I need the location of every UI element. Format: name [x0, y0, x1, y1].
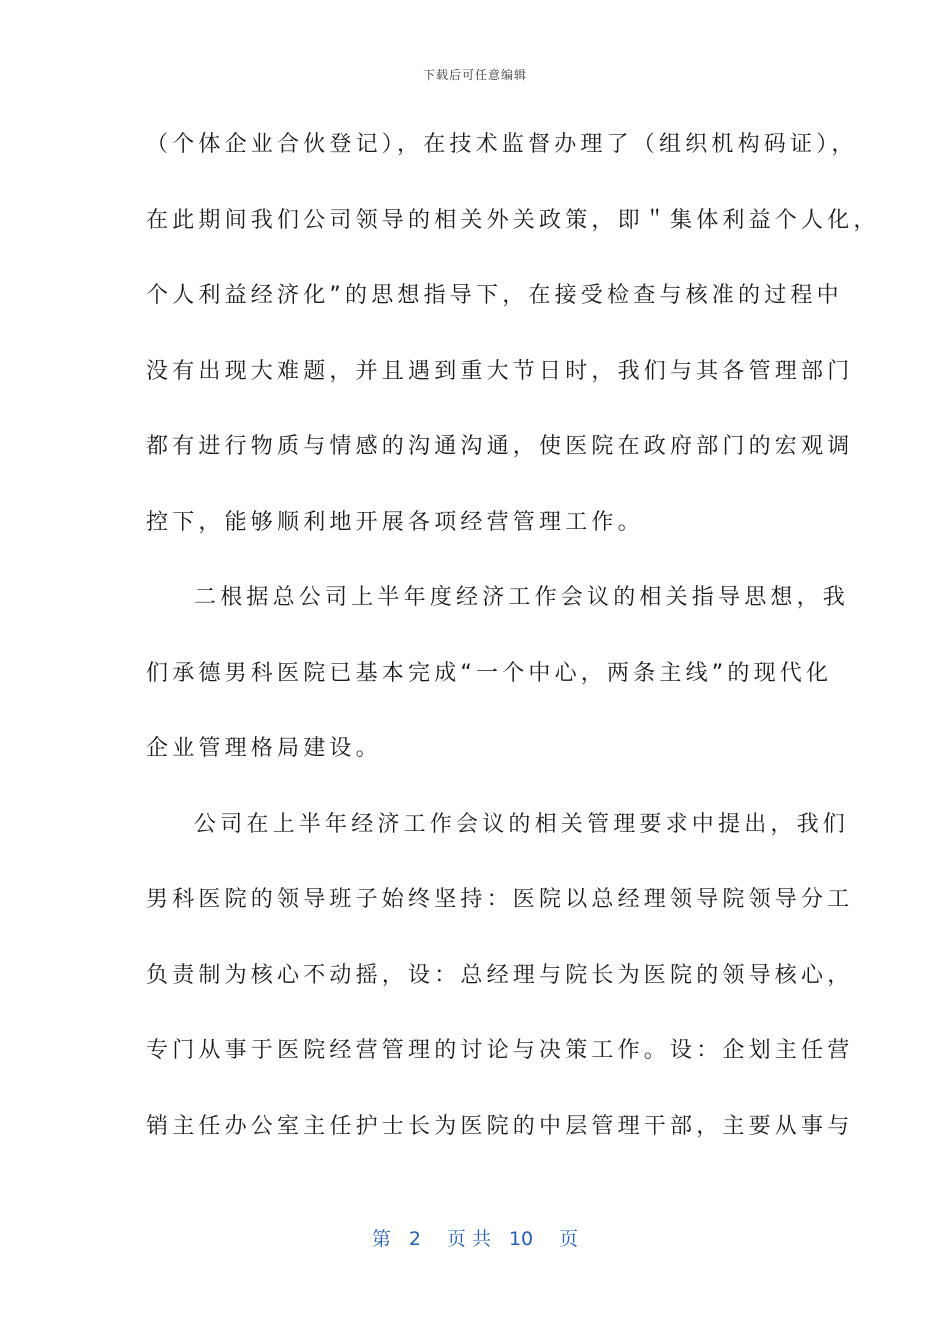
paragraph-start-line: 公司在上半年经济工作会议的相关管理要求中提出，我们	[194, 811, 850, 837]
body-line: 负责制为核心不动摇，设：总经理与院长为医院的领导核心，	[146, 962, 854, 988]
footer-total-pages: 10	[508, 1228, 534, 1250]
body-line: 个人利益经济化”的思想指导下，在接受检查与核准的过程中	[146, 283, 843, 308]
body-line: 在此期间我们公司领导的相关外关政策，即＂集体利益个人化，	[146, 207, 880, 233]
page-header-note: 下载后可任意编辑	[422, 68, 527, 82]
body-line: 男科医院的领导班子始终坚持：医院以总经理领导院领导分工	[146, 887, 854, 912]
body-line: 专门从事于医院经营管理的讨论与决策工作。设：企划主任营	[146, 1038, 854, 1063]
footer-suffix: 页	[559, 1228, 579, 1250]
body-line: 们承德男科医院已基本完成“一个中心，两条主线”的现代化	[146, 660, 833, 686]
body-line: 都有进行物质与情感的沟通沟通，使医院在政府部门的宏观调	[146, 434, 854, 459]
paragraph-start-line: 二根据总公司上半年度经济工作会议的相关指导思想，我	[194, 585, 850, 610]
footer-current-page: 2	[408, 1228, 421, 1250]
footer-prefix: 第	[371, 1228, 391, 1250]
body-line: 没有出现大难题，并且遇到重大节日时，我们与其各管理部门	[146, 358, 854, 384]
body-line: 企业管理格局建设。	[146, 736, 382, 761]
footer-middle: 页 共	[446, 1228, 491, 1250]
body-line: 控下，能够顺利地开展各项经营管理工作。	[146, 509, 644, 535]
page-number-footer	[0, 1224, 950, 1251]
document-body	[146, 122, 880, 1179]
body-line: （个体企业合伙登记），在技术监督办理了（组织机构码证），	[146, 132, 858, 157]
body-line: 销主任办公室主任护士长为医院的中层管理干部，主要从事与	[146, 1113, 854, 1139]
